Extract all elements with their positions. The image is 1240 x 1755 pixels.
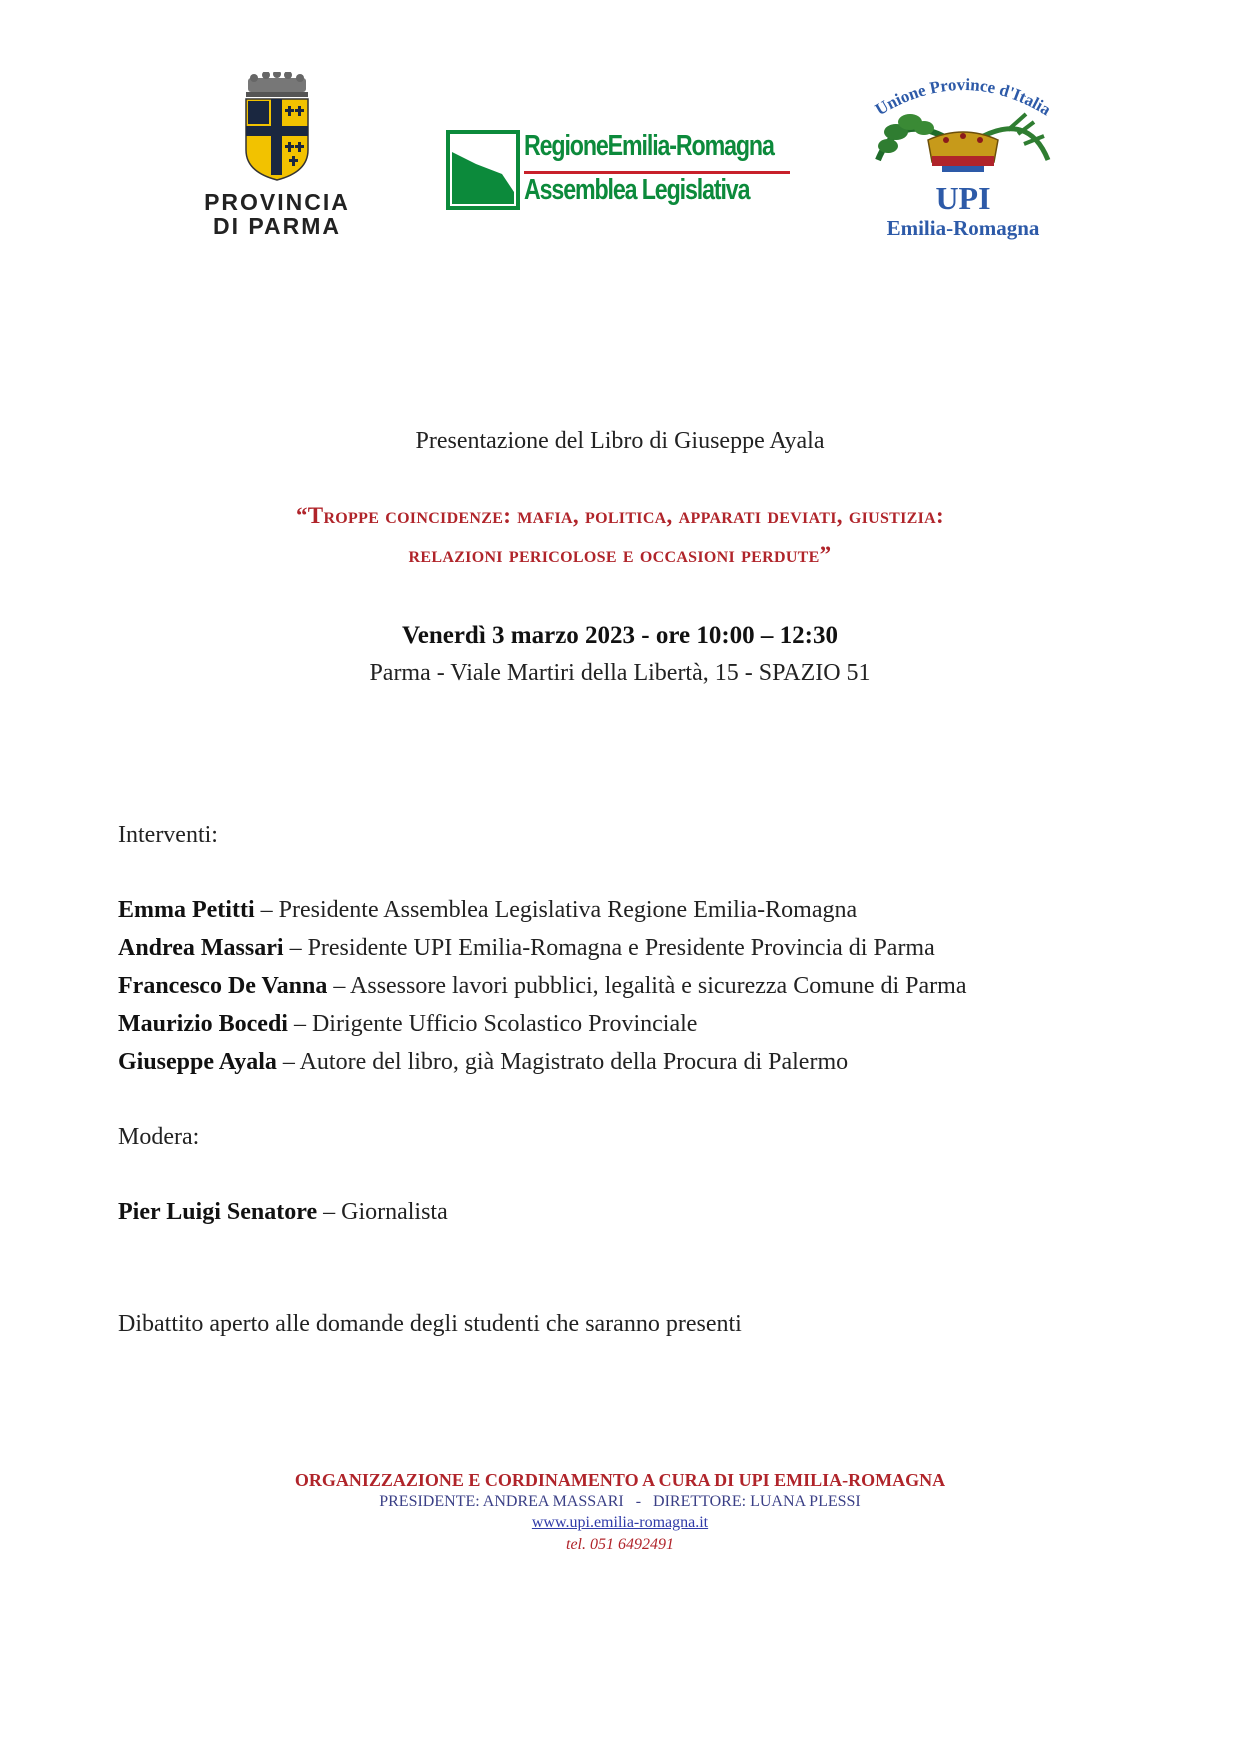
moderator-name: Pier Luigi Senatore [118,1199,318,1225]
moderator-heading: Modera: [118,1124,200,1150]
upi-emilia-romagna-logo [858,70,1068,260]
parma-logo-line1: PROVINCIA [204,189,350,215]
speaker-name: Emma Petitti [118,897,255,923]
moderator-role: – Giornalista [317,1199,448,1225]
logo-header [0,0,1240,270]
speakers-heading: Interventi: [118,822,218,848]
region-map-icon [446,130,522,210]
moderator-row [118,1199,448,1226]
region-logo-line1: RegioneEmilia-Romagna [524,130,774,162]
upi-region: Emilia-Romagna [886,216,1040,240]
footer-officers: PRESIDENTE: ANDREA MASSARI - DIRETTORE: LUANA PLESSI [379,1493,861,1510]
event-location: Parma - Viale Martiri della Libertà, 15 - SPAZIO 51 [369,660,871,686]
speaker-name: Francesco De Vanna [118,973,328,999]
speaker-role: – Autore del libro, già Magistrato della Procura di Palermo [276,1049,849,1075]
speaker-name: Giuseppe Ayala [118,1049,277,1075]
speaker-row [118,1049,848,1076]
speaker-role: – Presidente UPI Emilia-Romagna e Presidente Provincia di Parma [283,935,935,961]
speaker-row [118,935,935,962]
speaker-row [118,897,857,924]
footer-website-link[interactable]: www.upi.emilia-romagna.it [531,1514,709,1531]
speaker-role: – Presidente Assemblea Legislativa Regione Emilia-Romagna [254,897,858,923]
svg-text:Unione Province d'Italia [872,75,1055,120]
footer-phone: tel. 051 6492491 [566,1536,674,1553]
parma-coat-of-arms-icon [182,72,372,182]
regione-emilia-romagna-logo [446,130,792,210]
event-title-line2: relazioni pericolose e occasioni perdute” [408,542,832,567]
speaker-row [118,973,967,1000]
provincia-parma-logo [182,72,372,242]
speaker-name: Andrea Massari [118,935,284,961]
upi-emblem-icon [858,70,1068,180]
speaker-name: Maurizio Bocedi [118,1011,288,1037]
debate-note: Dibattito aperto alle domande degli studenti che saranno presenti [118,1311,742,1337]
speaker-role: – Dirigente Ufficio Scolastico Provinciale [287,1011,698,1037]
upi-arc-text: Unione Province d'Italia [871,74,1055,120]
upi-abbrev: UPI [935,180,991,216]
speaker-role: – Assessore lavori pubblici, legalità e sicurezza Comune di Parma [327,973,967,999]
event-intro: Presentazione del Libro di Giuseppe Ayala [415,428,825,454]
event-title-line1: “Troppe coincidenze: mafia, politica, apparati deviati, giustizia: [296,503,944,528]
parma-logo-line2: DI PARMA [212,213,341,239]
event-date: Venerdì 3 marzo 2023 - ore 10:00 – 12:30 [401,622,839,649]
speaker-row [118,1011,697,1038]
footer-organization: ORGANIZZAZIONE E CORDINAMENTO A CURA DI UPI EMILIA-ROMAGNA [294,1470,946,1490]
region-logo-line2: Assemblea Legislativa [524,174,750,206]
